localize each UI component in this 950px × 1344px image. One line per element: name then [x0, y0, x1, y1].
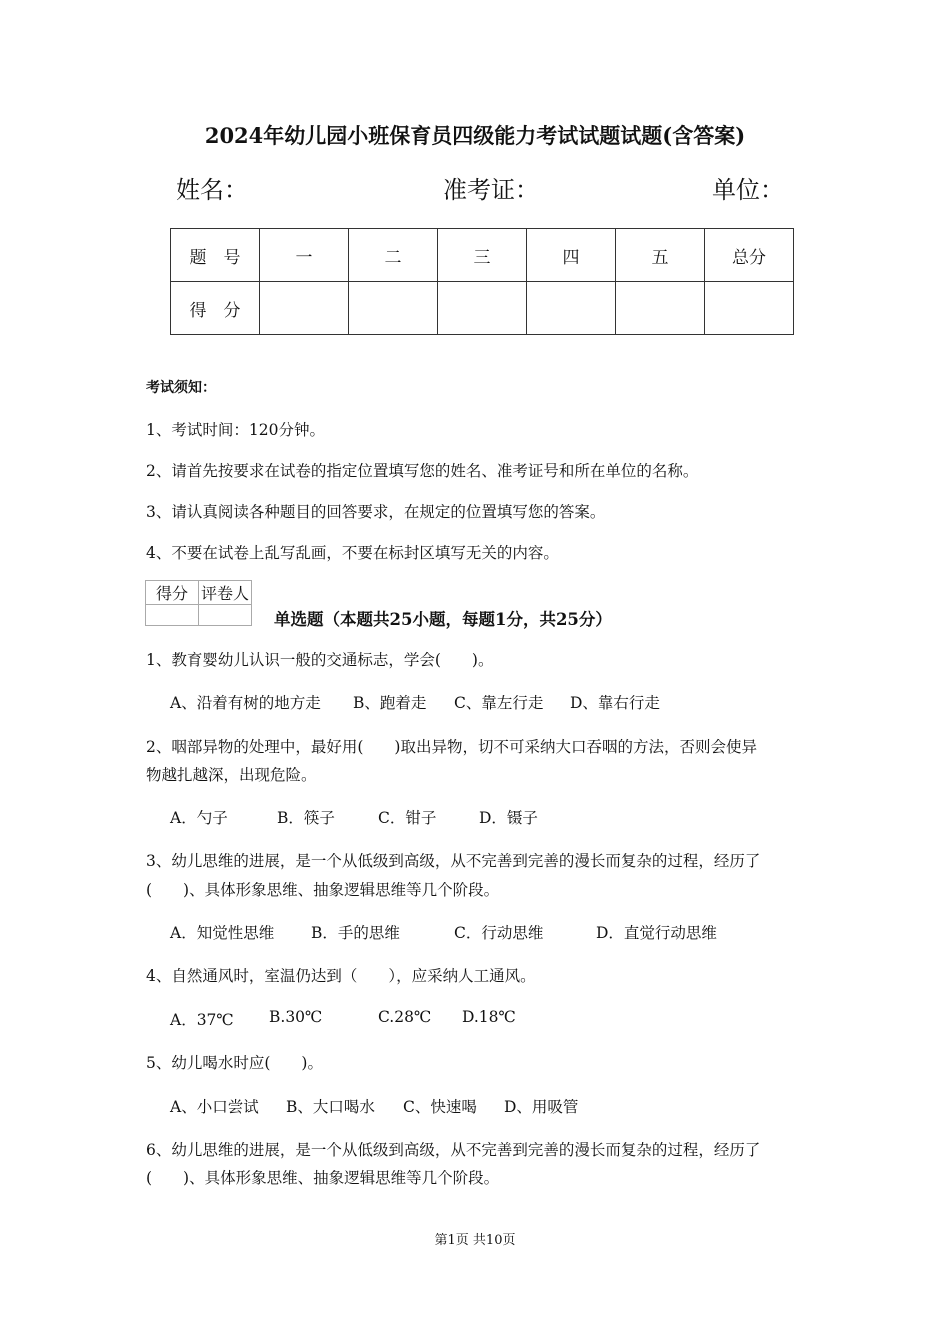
- score-header-cell: 一: [260, 229, 349, 282]
- ticket-field-label: 准考证：: [443, 176, 539, 204]
- page-title: 2024年幼儿园小班保育员四级能力考试试题试题(含答案): [204, 123, 746, 148]
- question-option: D、靠右行走: [570, 694, 660, 712]
- question-text: 5、幼儿喝水时应( )。: [146, 1054, 323, 1072]
- question-text: 4、自然通风时，室温仍达到（ ），应采纳人工通风。: [146, 967, 536, 985]
- notice-item: 2、请首先按要求在试卷的指定位置填写您的姓名、准考证号和所在单位的名称。: [146, 462, 699, 480]
- score-header-cell: 总分: [705, 229, 794, 282]
- question-option: C、靠左行走: [454, 694, 544, 712]
- score-input-cell[interactable]: [349, 282, 438, 335]
- question-option: B.30℃: [269, 1008, 323, 1026]
- question-option: D．镊子: [479, 809, 538, 827]
- notice-item: 3、请认真阅读各种题目的回答要求，在规定的位置填写您的答案。: [146, 503, 606, 521]
- question-option: A．知觉性思维: [170, 924, 275, 942]
- question-text: ( )、具体形象思维、抽象逻辑思维等几个阶段。: [146, 1169, 500, 1187]
- question-option: C.28℃: [378, 1008, 432, 1026]
- question-option: A、小口尝试: [170, 1098, 259, 1116]
- grader-reviewer-label: 评卷人: [199, 581, 252, 605]
- question-text: ( )、具体形象思维、抽象逻辑思维等几个阶段。: [146, 881, 500, 899]
- question-option: A、沿着有树的地方走: [170, 694, 321, 712]
- question-option: B．筷子: [277, 809, 335, 827]
- score-header-cell: 四: [527, 229, 616, 282]
- score-input-cell[interactable]: [616, 282, 705, 335]
- score-input-cell[interactable]: [705, 282, 794, 335]
- score-header-cell: 三: [438, 229, 527, 282]
- question-option: C．行动思维: [454, 924, 544, 942]
- grader-box: [145, 580, 252, 626]
- score-table-header-row: [171, 229, 794, 282]
- score-input-cell[interactable]: [527, 282, 616, 335]
- question-option: B、跑着走: [353, 694, 427, 712]
- unit-field-label: 单位：: [712, 176, 784, 204]
- grader-score-label: 得分: [146, 581, 199, 605]
- question-option: C、快速喝: [403, 1098, 477, 1116]
- question-option: A．37℃: [170, 1011, 234, 1029]
- score-input-cell[interactable]: [438, 282, 527, 335]
- score-table: [170, 228, 794, 335]
- section-title: 单选题（本题共25小题，每题1分，共25分）: [274, 610, 612, 629]
- score-header-cell: 题 号: [171, 229, 260, 282]
- question-option: D、用吸管: [504, 1098, 579, 1116]
- question-option: C．钳子: [378, 809, 437, 827]
- score-header-cell: 五: [616, 229, 705, 282]
- score-header-cell: 二: [349, 229, 438, 282]
- page-footer: 第1页 共10页: [434, 1233, 516, 1248]
- question-text: 2、咽部异物的处理中，最好用( )取出异物，切不可采纳大口吞咽的方法，否则会使异: [146, 738, 757, 756]
- notice-item: 4、不要在试卷上乱写乱画，不要在标封区填写无关的内容。: [146, 544, 559, 562]
- grader-reviewer-cell[interactable]: [199, 605, 252, 626]
- question-option: A．勺子: [170, 809, 228, 827]
- grader-score-cell[interactable]: [146, 605, 199, 626]
- question-text: 物越扎越深，出现危险。: [146, 766, 317, 784]
- question-text: 6、幼儿思维的进展，是一个从低级到高级，从不完善到完善的漫长而复杂的过程，经历了: [146, 1141, 761, 1159]
- score-input-cell[interactable]: [260, 282, 349, 335]
- question-option: B．手的思维: [311, 924, 400, 942]
- score-row-label: 得 分: [171, 282, 260, 335]
- score-table-row: [171, 282, 794, 335]
- question-text: 3、幼儿思维的进展，是一个从低级到高级，从不完善到完善的漫长而复杂的过程，经历了: [146, 852, 761, 870]
- notice-heading: 考试须知：: [146, 380, 216, 396]
- notice-item: 1、考试时间：120分钟。: [146, 421, 325, 439]
- question-option: D.18℃: [462, 1008, 516, 1026]
- question-option: D．直觉行动思维: [596, 924, 717, 942]
- name-field-label: 姓名：: [176, 176, 248, 204]
- question-option: B、大口喝水: [286, 1098, 375, 1116]
- question-text: 1、教育婴幼儿认识一般的交通标志，学会( )。: [146, 651, 494, 669]
